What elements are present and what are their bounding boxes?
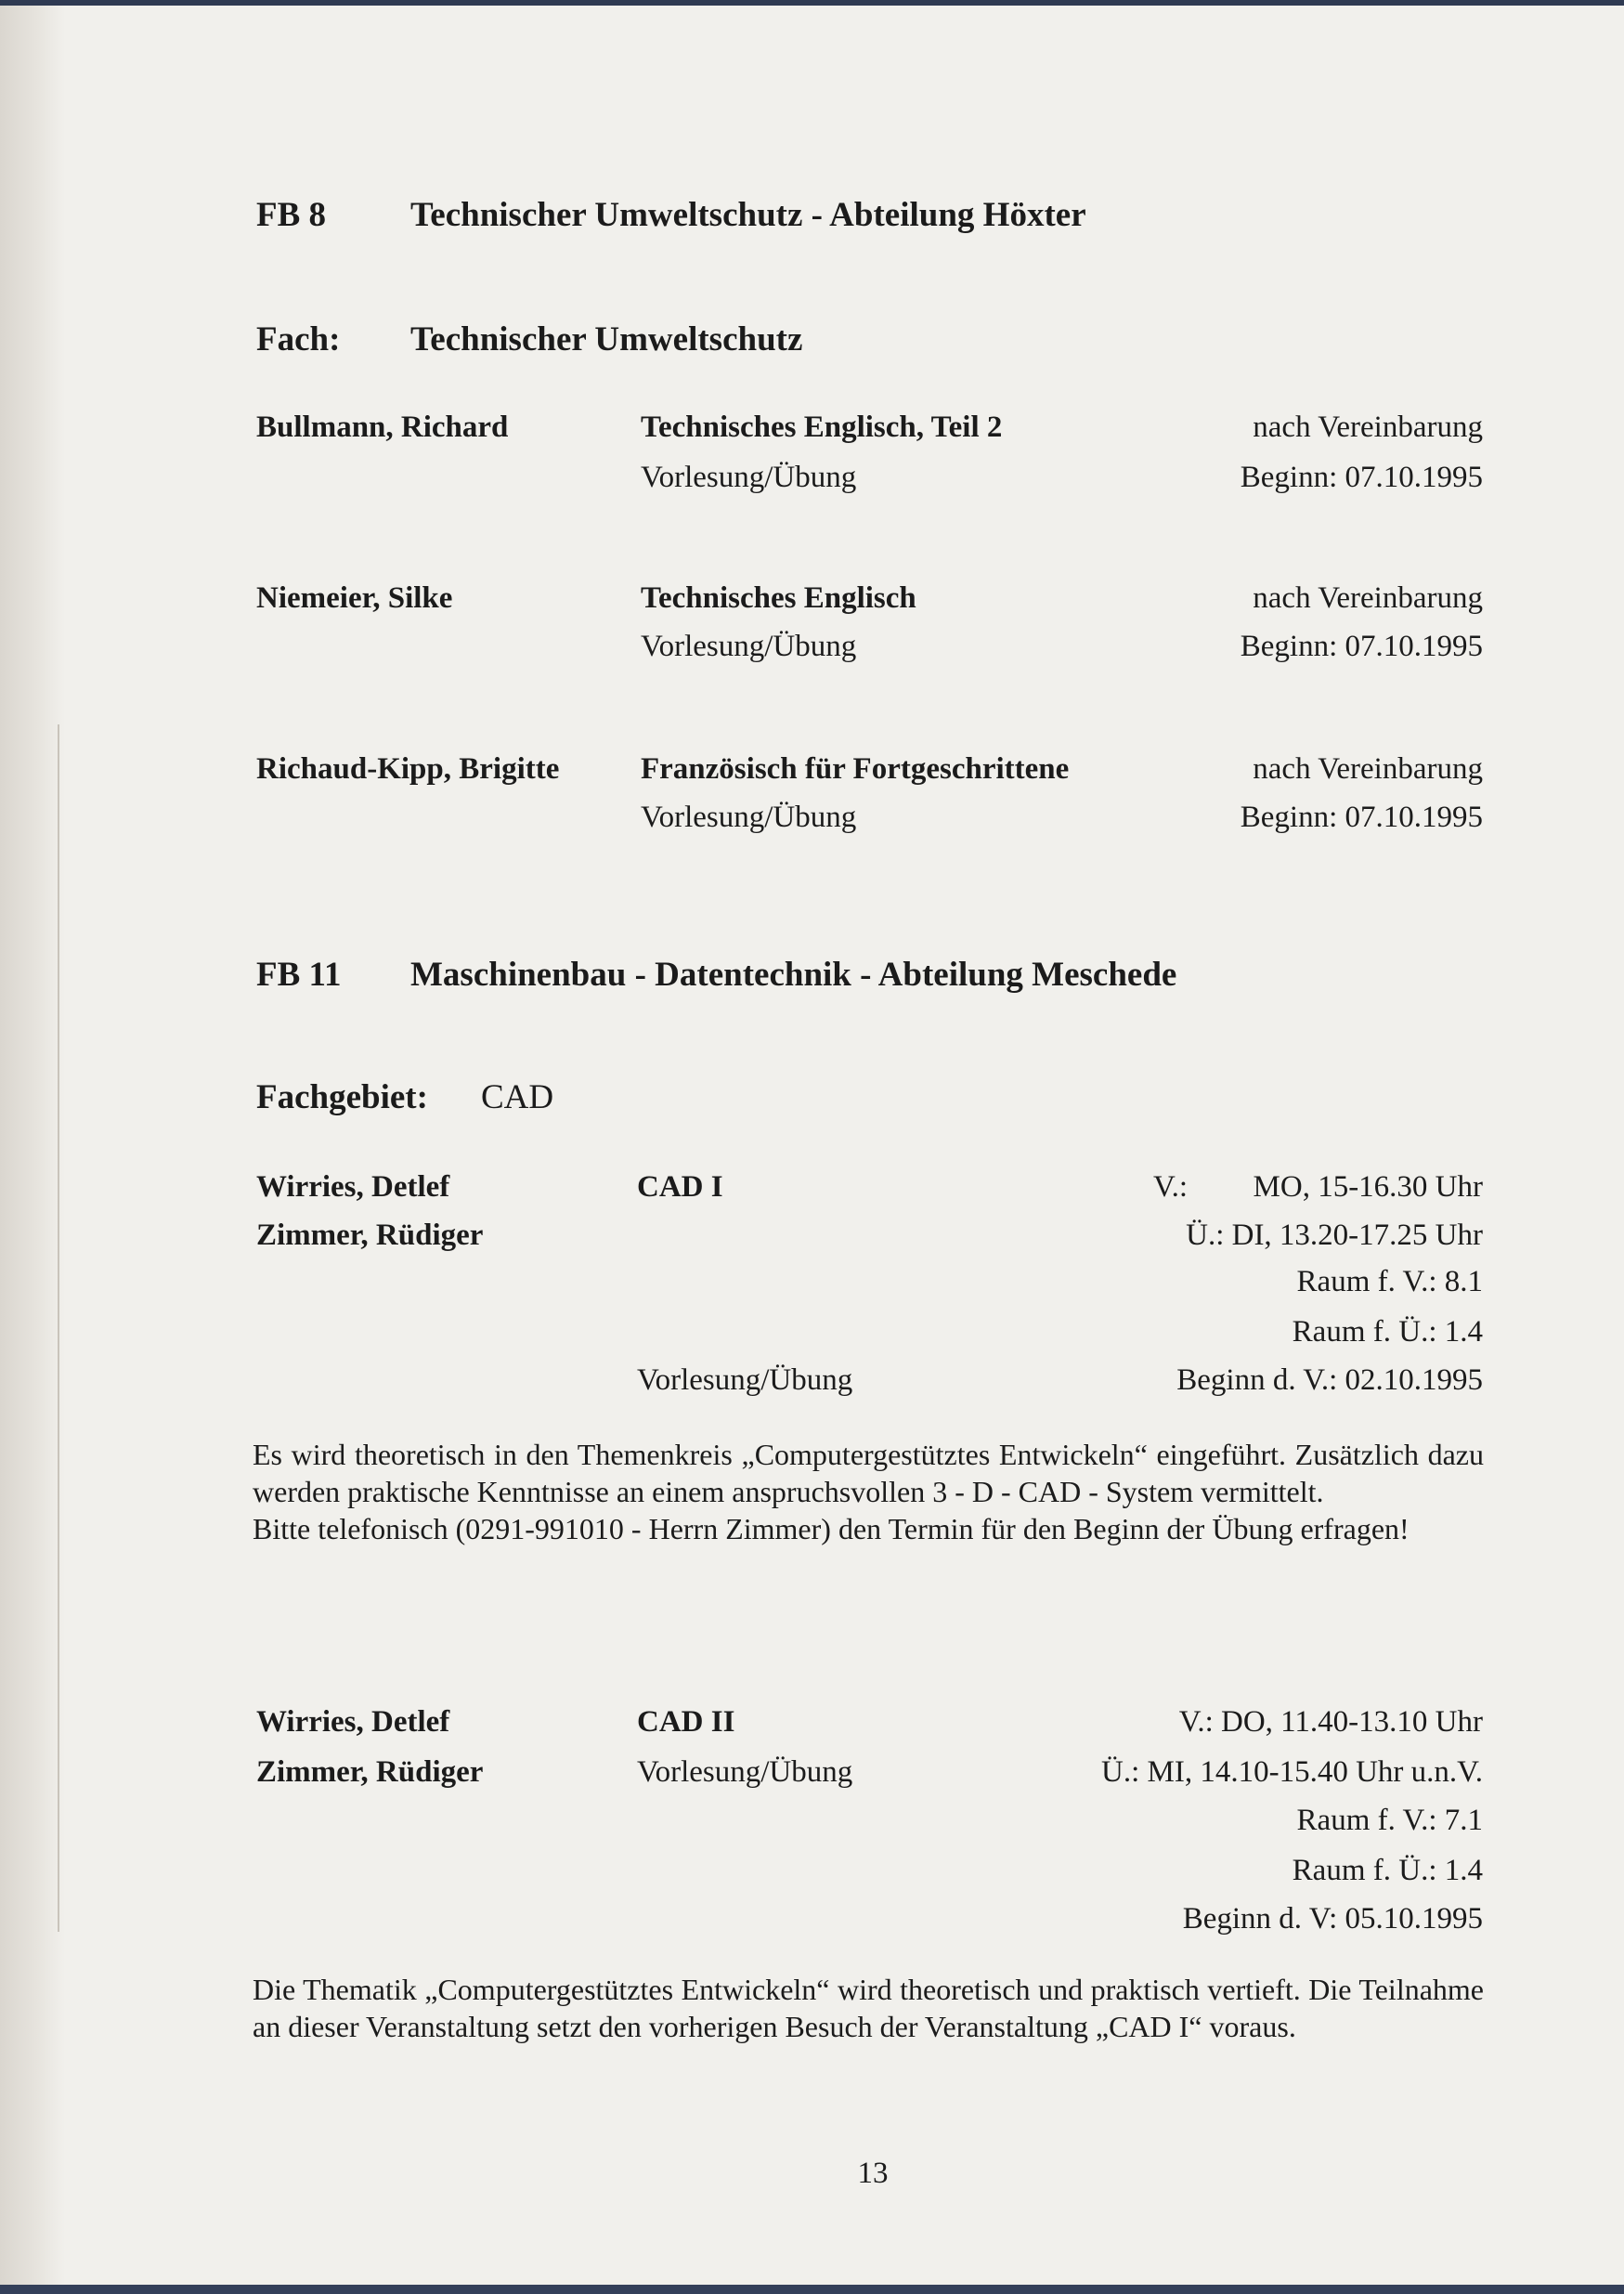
cad1-lecturer-2: Zimmer, Rüdiger (256, 1219, 484, 1252)
cad1-start: Beginn d. V.: 02.10.1995 (1176, 1363, 1483, 1397)
cad1-room-u: Raum f. Ü.: 1.4 (1292, 1315, 1483, 1349)
course-lecturer: Niemeier, Silke (256, 581, 453, 615)
course-title: Technisches Englisch (641, 581, 916, 615)
cad1-u-time: Ü.: DI, 13.20-17.25 Uhr (1186, 1219, 1483, 1252)
page-bottom-edge (0, 2285, 1624, 2294)
section2-fachgebiet-label: Fachgebiet: (256, 1078, 428, 1116)
cad1-v-time: MO, 15-16.30 Uhr (1253, 1170, 1483, 1204)
cad2-lecturer-2: Zimmer, Rüdiger (256, 1755, 484, 1789)
section2-title: Maschinenbau - Datentechnik - Abteilung Meschede (410, 956, 1177, 994)
course-schedule: nach Vereinbarung (1253, 752, 1483, 786)
cad2-room-u: Raum f. Ü.: 1.4 (1292, 1854, 1483, 1887)
course-lecturer: Bullmann, Richard (256, 411, 509, 444)
cad2-room-v: Raum f. V.: 7.1 (1296, 1804, 1483, 1837)
course-start: Beginn: 07.10.1995 (1240, 801, 1483, 834)
course-schedule: nach Vereinbarung (1253, 411, 1483, 444)
page-number: 13 (857, 2157, 889, 2190)
course-type: Vorlesung/Übung (641, 801, 857, 834)
binding-crease (58, 724, 59, 1932)
section1-fach-value: Technischer Umweltschutz (410, 320, 803, 358)
cad2-lecturer-1: Wirries, Detlef (256, 1705, 450, 1739)
section1-title: Technischer Umweltschutz - Abteilung Höxter (410, 196, 1086, 234)
cad1-room-v: Raum f. V.: 8.1 (1296, 1265, 1483, 1298)
course-type: Vorlesung/Übung (641, 461, 857, 494)
cad2-type: Vorlesung/Übung (637, 1755, 853, 1789)
cad2-course: CAD II (637, 1705, 735, 1739)
cad1-note: Bitte telefonisch (0291-991010 - Herrn Zimmer) den Termin für den Beginn der Übung erfragen! (253, 1512, 1410, 1545)
cad2-description: Die Thematik „Computergestütztes Entwickeln“ wird theoretisch und praktisch vertieft. Die Teilnahme an dieser Veranstaltung setzt den vorherigen Besuch der Veranstaltung „CAD I“ voraus. (253, 1973, 1484, 2043)
cad1-course: CAD I (637, 1170, 723, 1204)
section1-code: FB 8 (256, 196, 327, 234)
page-top-edge (0, 0, 1624, 6)
course-start: Beginn: 07.10.1995 (1240, 461, 1483, 494)
cad2-start: Beginn d. V: 05.10.1995 (1182, 1902, 1483, 1936)
section2-code: FB 11 (256, 956, 342, 994)
cad1-description: Es wird theoretisch in den Themenkreis „Computergestütztes Entwickeln“ eingeführt. Zusätzlich dazu werden praktische Kenntnisse an einem anspruchsvollen 3 - D - CAD - System vermittelt. (253, 1438, 1484, 1508)
cad2-u-time: Ü.: MI, 14.10-15.40 Uhr u.n.V. (1101, 1755, 1483, 1789)
cad1-description-block (253, 1436, 1484, 1547)
cad1-type: Vorlesung/Übung (637, 1363, 853, 1397)
course-type: Vorlesung/Übung (641, 630, 857, 663)
course-title: Technisches Englisch, Teil 2 (641, 411, 1003, 444)
cad2-v-time: V.: DO, 11.40-13.10 Uhr (1178, 1705, 1483, 1739)
cad1-v-label: V.: (1153, 1170, 1188, 1204)
cad1-lecturer-1: Wirries, Detlef (256, 1170, 450, 1204)
binding-fold (0, 6, 65, 2285)
course-start: Beginn: 07.10.1995 (1240, 630, 1483, 663)
section2-fachgebiet-value: CAD (481, 1078, 554, 1116)
course-schedule: nach Vereinbarung (1253, 581, 1483, 615)
course-title: Französisch für Fortgeschrittene (641, 752, 1070, 786)
course-lecturer: Richaud-Kipp, Brigitte (256, 752, 560, 786)
section1-fach-label: Fach: (256, 320, 341, 358)
cad2-description-block (253, 1971, 1484, 2045)
